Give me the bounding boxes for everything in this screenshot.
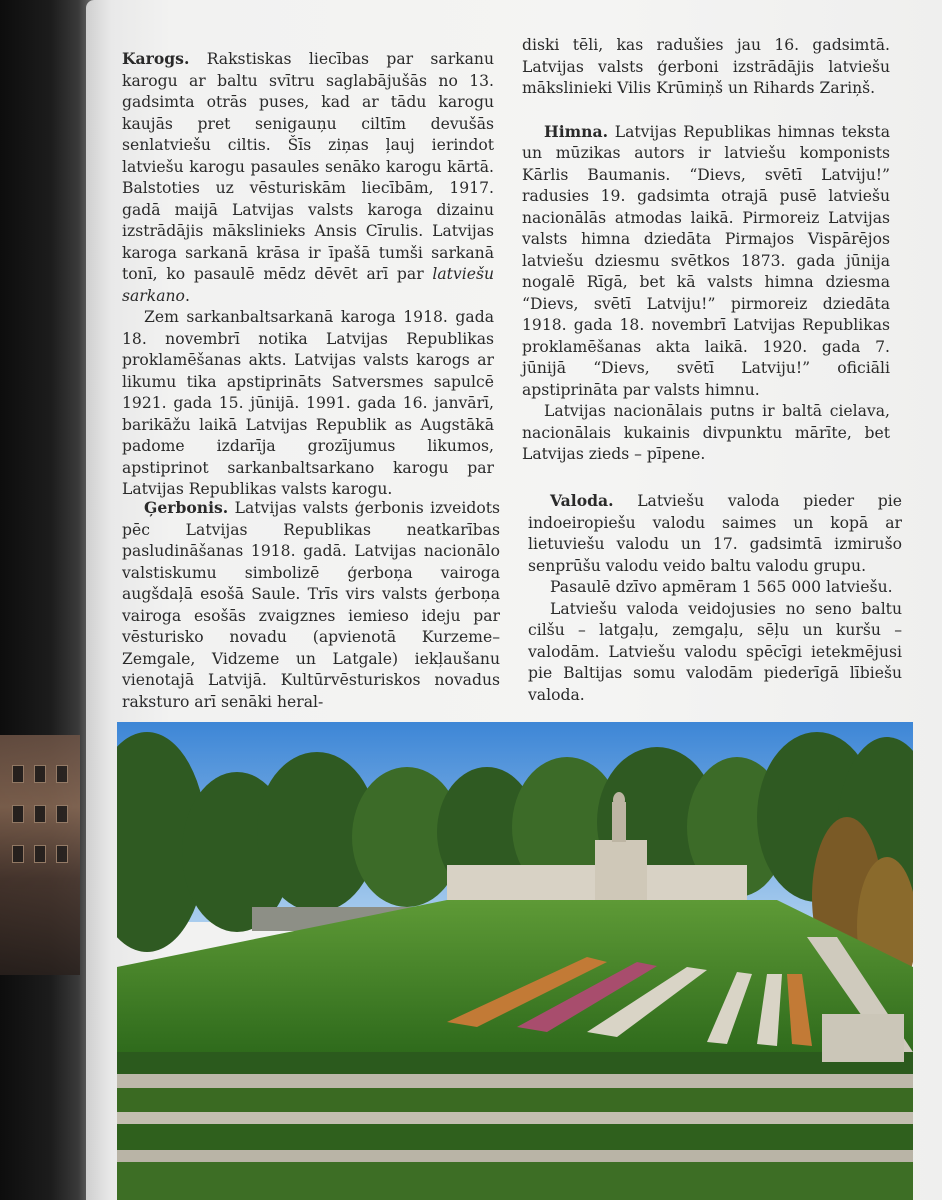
gerbonis-continuation: diski tēli, kas radušies jau 16. gadsimtā. Latvijas valsts ģerboni izstrādājis latviešu mākslinieki Vilis Krūmiņš un Rihards Zariņš. [522, 36, 890, 97]
valoda-heading: Valoda. [550, 491, 614, 510]
section-valoda [528, 490, 902, 706]
himna-heading: Himna. [544, 121, 609, 141]
section-gerbonis [122, 497, 500, 713]
gerbonis-heading: Ģerbonis. [144, 498, 229, 517]
memorial-park-photo [117, 722, 913, 1200]
himna-paragraph-1: Himna. Latvijas Republikas himnas teksta un mūzikas autors ir latviešu komponists Kārlis Baumanis. “Dievs, svētī Latviju!” radusies 19. gadsimta otrajā pusē latviešu nacionālās atmodas laikā. Pirmoreiz Latvijas valsts himna dziedāta Pirmajos Vispārējos latviešu dziesmu svētkos 1873. gada jūnija nogalē Rīgā, bet kā valsts himna dziesma “Dievs, svētī Latviju!” pirmoreiz dziedāta 1918. gada 18. novembrī Latvijas Republikas proklamēšanas akta laikā. 1920. gada 7. jūnijā “Dievs, svētī Latviju!” oficiāli apstiprināta par valsts himnu. [522, 121, 890, 399]
section-karogs [122, 48, 494, 501]
valoda-paragraph-2: Pasaulē dzīvo apmēram 1 565 000 latviešu. [550, 578, 893, 596]
book-spine [0, 0, 92, 1200]
karogs-paragraph-1: Karogs. Rakstiskas liecības par sarkanu karogu ar baltu svītru saglabājušās no 13. gadsimta otrās puses, kad ar tādu karogu kaujās pret senigauņu ciltīm devušās senlatviešu ciltis. Šīs ziņas ļauj ierindot latviešu karogu pasaules senāko karogu kārtā. Balstoties uz vēsturiskām liecībām, 1917. gadā maijā Latvijas valsts karoga dizainu izstrādājis mākslinieks Ansis Cīrulis. Latvijas karoga sarkanā krāsa ir īpašā tumši sarkanā tonī, ko pasaulē mēdz dēvēt arī par latviešu sarkano. [122, 49, 494, 305]
himna-paragraph-2: Latvijas nacionālais putns ir baltā cielava, nacionālais kukainis divpunktu mārīte, bet Latvijas zieds – pīpene. [522, 402, 890, 463]
karogs-paragraph-2: Zem sarkanbaltsarkanā karoga 1918. gada 18. novembrī notika Latvijas Republikas proklamēšanas akts. Latvijas valsts karogs ar likumu tika apstiprināts Satversmes sapulcē 1921. gada 15. jūnijā. 1991. gada 16. janvārī, barikāžu laikā Latvijas Republik as Augstākā padome izdarīja grozījumus likumos, apstiprinot sarkanbaltsarkano karogu par Latvijas Republikas valsts karogu. [122, 308, 494, 498]
valoda-paragraph-3: Latviešu valoda veidojusies no seno baltu cilšu – latgaļu, zemgaļu, sēļu un kuršu – valodām. Latviešu valodu spēcīgi ietekmējusi pie Baltijas somu valodām piederīgā lībiešu valoda. [528, 599, 902, 704]
section-himna [522, 35, 890, 466]
gerbonis-paragraph-1: Ģerbonis. Latvijas valsts ģerbonis izveidots pēc Latvijas Republikas neatkarības pasludināšanas 1918. gadā. Latvijas nacionālo valstiskumu simbolizē ģerboņa vairoga augšdaļā esošā Saule. Trīs virs valsts ģerboņa vairoga esošās zvaigznes iemieso ideju par vēsturisko novadu (apvienotā Kurzeme–Zemgale, Vidzeme un Latgale) iekļaušanu vienotajā Latvijā. Kultūrvēsturiskos novadus raksturo arī senāki heral- [122, 498, 500, 711]
left-page-photo-fragment [0, 735, 80, 975]
karogs-heading: Karogs. [122, 49, 190, 68]
valoda-paragraph-1: Valoda. Latviešu valoda pieder pie indoeiropiešu valodu saimes un kopā ar lietuviešu valodu un 17. gadsimtā izmirušo senprūšu valodu veido baltu valodu grupu. [528, 491, 902, 575]
